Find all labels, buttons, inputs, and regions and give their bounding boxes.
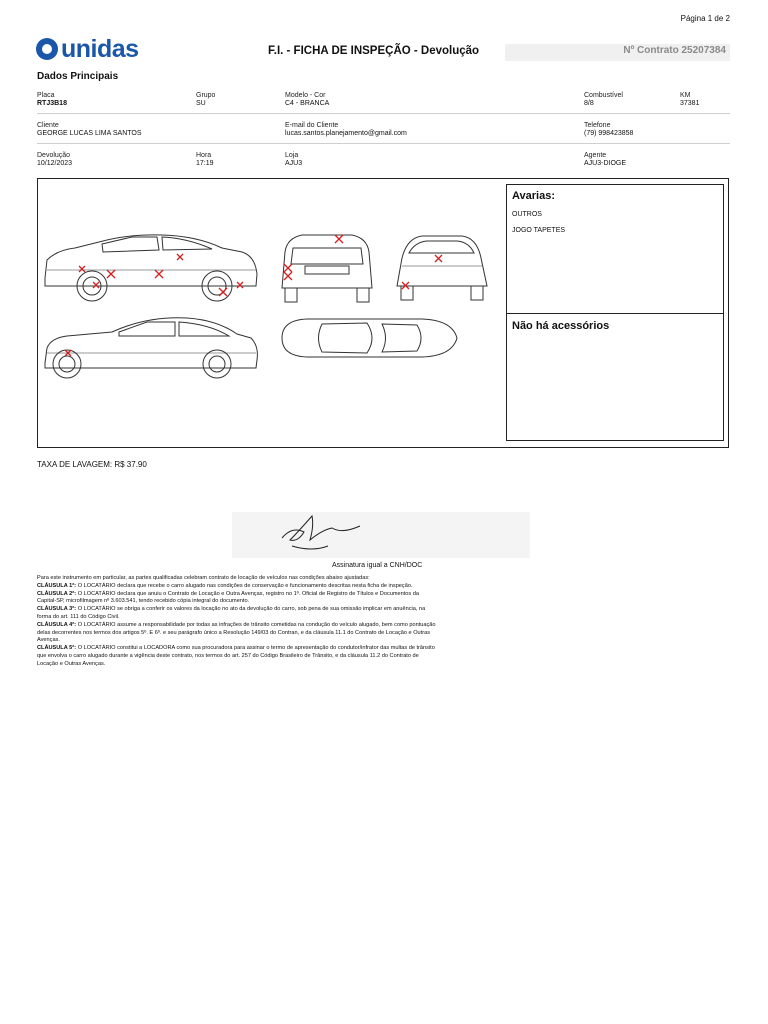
page-number: Página 1 de 2: [680, 14, 730, 23]
car-front-view: [397, 236, 487, 300]
km-label: KM: [680, 92, 691, 99]
clause-2: CLÁUSULA 2ª: O LOCATÁRIO declara que anuiu o Contrato de Locação e Outra Avenças, registro no 1º. Oficial de Registro de Títulos e Documentos da Capital-SP, microfilmagem nº 3.603.541, tendo recebido cópia integral do documento.: [37, 590, 419, 605]
devolucao-value: 10/12/2023: [37, 160, 73, 167]
signature-caption: Assinatura igual a CNH/DOC: [332, 562, 423, 569]
row-divider: [37, 113, 730, 114]
car-side-view-left: [45, 318, 257, 378]
car-rear-view: [282, 235, 372, 302]
combustivel-label: Combustível: [584, 92, 623, 99]
car-side-view-right: [45, 235, 257, 301]
grupo-label: Grupo: [196, 92, 216, 99]
clause-4: CLÁUSULA 4ª: O LOCATÁRIO assume a responsabilidade por todas as infrações de trânsito cometidas na condução do veículo alugado, bem como pontuação delas decorrentes nos termos dos artigos 5º. E 6º. e seu parágrafo único a Resolução 149/03 do Contran, e da cláusula 11.1 do Contrato de Locação e Outras Avenças.: [37, 621, 436, 644]
modelo-value: C4 - BRANCA: [285, 100, 330, 107]
avaria-item: OUTROS: [512, 211, 542, 218]
agente-label: Agente: [584, 152, 607, 159]
unidas-logo: [36, 35, 139, 63]
avarias-title: Avarias:: [512, 190, 556, 202]
clauses-text: [37, 575, 437, 669]
placa-value: RTJ3B18: [37, 100, 67, 107]
contract-number: Nº Contrato 25207384: [623, 45, 726, 56]
car-top-view: [282, 319, 457, 357]
loja-label: Loja: [285, 152, 299, 159]
modelo-label: Modelo - Cor: [285, 92, 326, 99]
section-title: Dados Principais: [37, 71, 119, 82]
telefone-value: (79) 998423858: [584, 130, 634, 137]
row-divider: [37, 143, 730, 144]
hora-label: Hora: [196, 152, 212, 159]
agente-value: AJU3-DIOGE: [584, 160, 627, 167]
km-value: 37381: [680, 100, 700, 107]
email-label: E-mail do Cliente: [285, 122, 339, 129]
clause-5: CLÁUSULA 5ª: O LOCATÁRIO constitui a LOCADORA como sua procuradora para assinar o termo de apresentação do condutor/infrator das multas de trânsito que envolva o carro alugado durante a vigência deste contrato, nos termos do art. 257 do Código Brasileiro de Trânsito, e da cláusula 11.2 do Contrato de Locação e Outras Avenças.: [37, 645, 435, 667]
handwritten-signature: [232, 512, 530, 558]
loja-value: AJU3: [285, 160, 303, 167]
devolucao-label: Devolução: [37, 152, 71, 159]
logo-text: unidas: [61, 35, 139, 63]
cliente-value: GEORGE LUCAS LIMA SANTOS: [37, 130, 142, 137]
taxa-lavagem: TAXA DE LAVAGEM: R$ 37.90: [37, 460, 147, 469]
placa-label: Placa: [37, 92, 55, 99]
hora-value: 17:19: [196, 160, 214, 167]
logo-circle-icon: [36, 38, 58, 60]
avaria-item: JOGO TAPETES: [512, 227, 566, 234]
acessorios-title: Não há acessórios: [512, 320, 610, 332]
clauses-intro: Para este instrumento em particular, as partes qualificadas celebram contrato de locação de veículos nas condições abaixo ajustadas:: [37, 575, 370, 581]
cliente-label: Cliente: [37, 122, 59, 129]
combustivel-value: 8/8: [584, 100, 594, 107]
telefone-label: Telefone: [584, 122, 611, 129]
email-value: lucas.santos.planejamento@gmail.com: [285, 130, 407, 137]
avarias-box: [506, 184, 724, 314]
clause-1: CLÁUSULA 1ª: O LOCATÁRIO declara que recebe o carro alugado nas condições de conservação e funcionamento descritas nesta ficha de inspeção.: [37, 582, 413, 589]
clause-3: CLÁUSULA 3ª: O LOCATÁRIO se obriga a conferir os valores da locação no ato da devolução do carro, sob pena de sua omissão implicar em anuência, na forma do art. 111 do Código Civil.: [37, 606, 426, 620]
grupo-value: SU: [196, 100, 206, 107]
car-damage-diagram: [37, 178, 507, 446]
document-title: F.I. - FICHA DE INSPEÇÃO - Devolução: [268, 45, 480, 57]
acessorios-box: [506, 313, 724, 441]
signature-area: [232, 512, 530, 558]
